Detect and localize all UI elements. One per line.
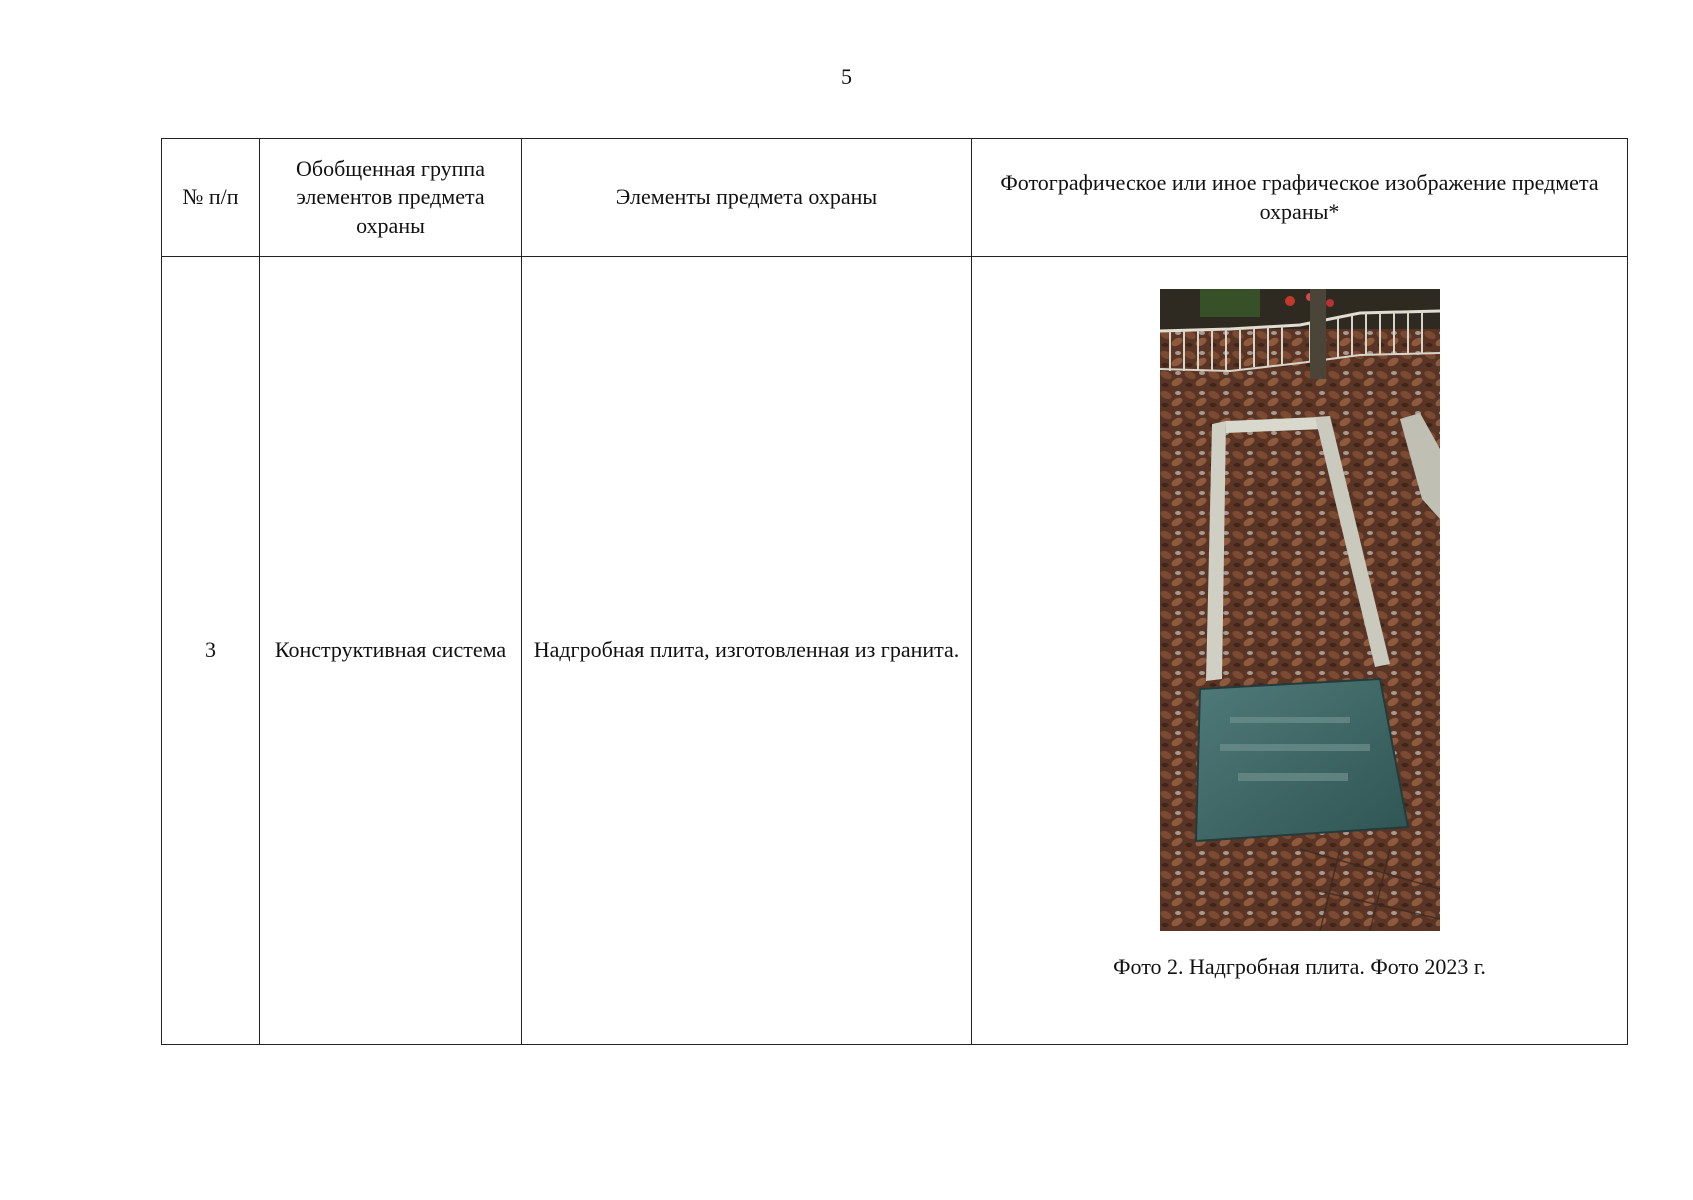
row-group: Конструктивная система: [260, 257, 522, 1045]
photo-caption: Фото 2. Надгробная плита. Фото 2023 г.: [1113, 954, 1486, 979]
header-number: № п/п: [162, 139, 260, 257]
header-elements: Элементы предмета охраны: [522, 139, 972, 257]
protection-table: [161, 138, 1628, 1045]
row-photo-cell: [972, 257, 1628, 1045]
header-group: Обобщенная группа элементов предмета охраны: [260, 139, 522, 257]
page-number: 5: [841, 64, 852, 89]
table-header-row: [162, 139, 1628, 257]
gravestone-photo: [1160, 289, 1440, 931]
table-row: [162, 257, 1628, 1045]
row-elements: Надгробная плита, изготовленная из гранита.: [522, 257, 972, 1045]
header-photo: Фотографическое или иное графическое изображение предмета охраны*: [972, 139, 1628, 257]
row-number: 3: [162, 257, 260, 1045]
